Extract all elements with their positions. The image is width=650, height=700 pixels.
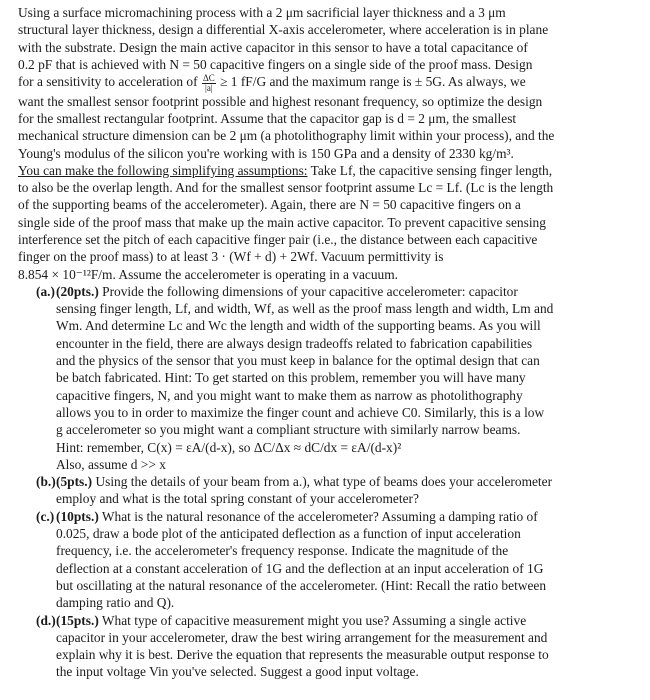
text-line bbox=[56, 508, 638, 525]
part-c bbox=[18, 508, 638, 612]
text-line: explain why it is best. Derive the equation that represents the measurable output response to bbox=[56, 647, 549, 663]
text-line: capacitor in your accelerometer, draw the best wiring arrangement for the measurement and bbox=[56, 629, 548, 645]
text-line: of the supporting beams of the accelerometer). Again, there are N = 50 capacitive fingers on a bbox=[18, 197, 521, 213]
sensitivity-text-rest: ≥ 1 fF/G and the maximum range is ± 5G. As always, we bbox=[220, 74, 526, 90]
part-label: (a.) bbox=[36, 283, 55, 299]
text-line: want the smallest sensor footprint possible and highest resonant frequency, so optimize the design bbox=[18, 93, 543, 109]
assumption-line bbox=[18, 162, 638, 179]
text-line: Wm. And determine Lc and Wc the length and width of the supporting beams. As you will bbox=[56, 318, 541, 334]
text-line: structural layer thickness, design a differential X-axis accelerometer, where acceleration is in plane bbox=[18, 22, 549, 38]
text-line: deflection at a constant acceleration of 1G and the deflection at an input acceleration of 1G bbox=[56, 560, 544, 576]
text-line: sensing finger length, Lf, and width, Wf, as well as the proof mass length and width, Lm and bbox=[56, 301, 554, 317]
text-line: g accelerometer so you might want a compliant structure with similarly narrow beams. bbox=[56, 422, 521, 438]
text-line: finger on the proof mass) to at least 3 · (Wf + d) + 2Wf. Vacuum permittivity is bbox=[18, 249, 444, 265]
text-line: but oscillating at the natural resonance of the accelerometer. (Hint: Recall the ratio between bbox=[56, 577, 547, 593]
hint-formula-line: Hint: remember, C(x) = εA/(d-x), so ΔC/Δx ≈ dC/dx = εA/(d-x)² bbox=[56, 439, 402, 455]
text-line bbox=[56, 283, 638, 300]
question-parts bbox=[18, 283, 638, 681]
text-line: encounter in the field, there are always design tradeoffs related to fabrication capabilities bbox=[56, 335, 533, 351]
text-line: allows you to in order to maximize the finger count and achieve C0. Similarly, this is a low bbox=[56, 404, 545, 420]
part-label: (c.) bbox=[36, 508, 55, 524]
fraction-numerator: ΔC bbox=[202, 73, 215, 83]
part-text: Provide the following dimensions of your capacitive accelerometer: capacitor bbox=[98, 283, 518, 299]
sensitivity-text: for a sensitivity to acceleration of bbox=[18, 74, 198, 90]
fraction-denominator: |a| bbox=[205, 82, 213, 93]
assumption-line: Also, assume d >> x bbox=[56, 456, 166, 472]
text-line: mechanical structure dimension can be 2 μm (a photolithography limit within your process), and the bbox=[18, 128, 555, 144]
part-b bbox=[18, 473, 638, 508]
sensitivity-fraction bbox=[202, 74, 216, 93]
text-line: 0.025, draw a bode plot of the anticipated deflection as a function of input acceleration bbox=[56, 526, 521, 542]
text-line: the input voltage Vin you've selected. Suggest a good input voltage. bbox=[56, 664, 419, 680]
part-points: (15pts.) bbox=[56, 612, 99, 628]
text-line: 0.2 pF that is achieved with N = 50 capacitive fingers on a single side of the proof mass. Design bbox=[18, 56, 533, 72]
part-points: (10pts.) bbox=[56, 508, 99, 524]
text-line: interference set the pitch of each capacitive finger pair (i.e., the distance between each capacitive bbox=[18, 231, 538, 247]
text-line: Using a surface micromachining process with a 2 μm sacrificial layer thickness and a 3 μm bbox=[18, 5, 506, 20]
part-a bbox=[18, 283, 638, 473]
text-line: be batch fabricated. Hint: To get started on this problem, remember you will have many bbox=[56, 370, 526, 386]
part-d bbox=[18, 612, 638, 681]
text-line: capacitive fingers, N, and you might want to make them as narrow as photolithography bbox=[56, 387, 523, 403]
text-line bbox=[56, 473, 638, 490]
text-line: with the substrate. Design the main active capacitor in this sensor to have a total capacitance of bbox=[18, 39, 528, 55]
part-label: (b.) bbox=[36, 474, 56, 490]
text-line: employ and what is the total spring constant of your accelerometer? bbox=[56, 491, 419, 507]
assumption-text: Take Lf, the capacitive sensing finger length, bbox=[307, 162, 553, 178]
part-text: Using the details of your beam from a.), what type of beams does your accelerometer bbox=[92, 474, 553, 490]
part-text: What type of capacitive measurement might you use? Assuming a single active bbox=[98, 612, 527, 628]
text-line: Young's modulus of the silicon you're working with is 150 GPa and a density of 2330 kg/m³. bbox=[18, 145, 514, 161]
text-line: frequency, i.e. the accelerometer's frequency response. Indicate the magnitude of the bbox=[56, 543, 509, 559]
text-line: damping ratio and Q). bbox=[56, 595, 175, 611]
text-line: for the smallest rectangular footprint. Assume that the capacitor gap is d = 2 μm, the smallest bbox=[18, 110, 517, 126]
text-line: 8.854 × 10⁻¹²F/m. Assume the accelerometer is operating in a vacuum. bbox=[18, 266, 399, 282]
problem-statement bbox=[18, 4, 638, 283]
text-line: single side of the proof mass that make up the main active capacitor. To prevent capacitive sensing bbox=[18, 214, 546, 230]
part-label: (d.) bbox=[36, 612, 56, 628]
text-line bbox=[56, 612, 638, 629]
part-points: (5pts.) bbox=[56, 474, 93, 490]
text-line: to also be the overlap length. And for the smallest sensor footprint assume Lc = Lf. (Lc is the length bbox=[18, 180, 554, 196]
sensitivity-line bbox=[18, 73, 638, 92]
assumption-heading: You can make the following simplifying assumptions: bbox=[18, 162, 308, 178]
part-text: What is the natural resonance of the accelerometer? Assuming a damping ratio of bbox=[98, 508, 538, 524]
part-points: (20pts.) bbox=[56, 283, 99, 299]
text-line: and the physics of the sensor that you must keep in balance for the optimal design that can bbox=[56, 353, 540, 369]
